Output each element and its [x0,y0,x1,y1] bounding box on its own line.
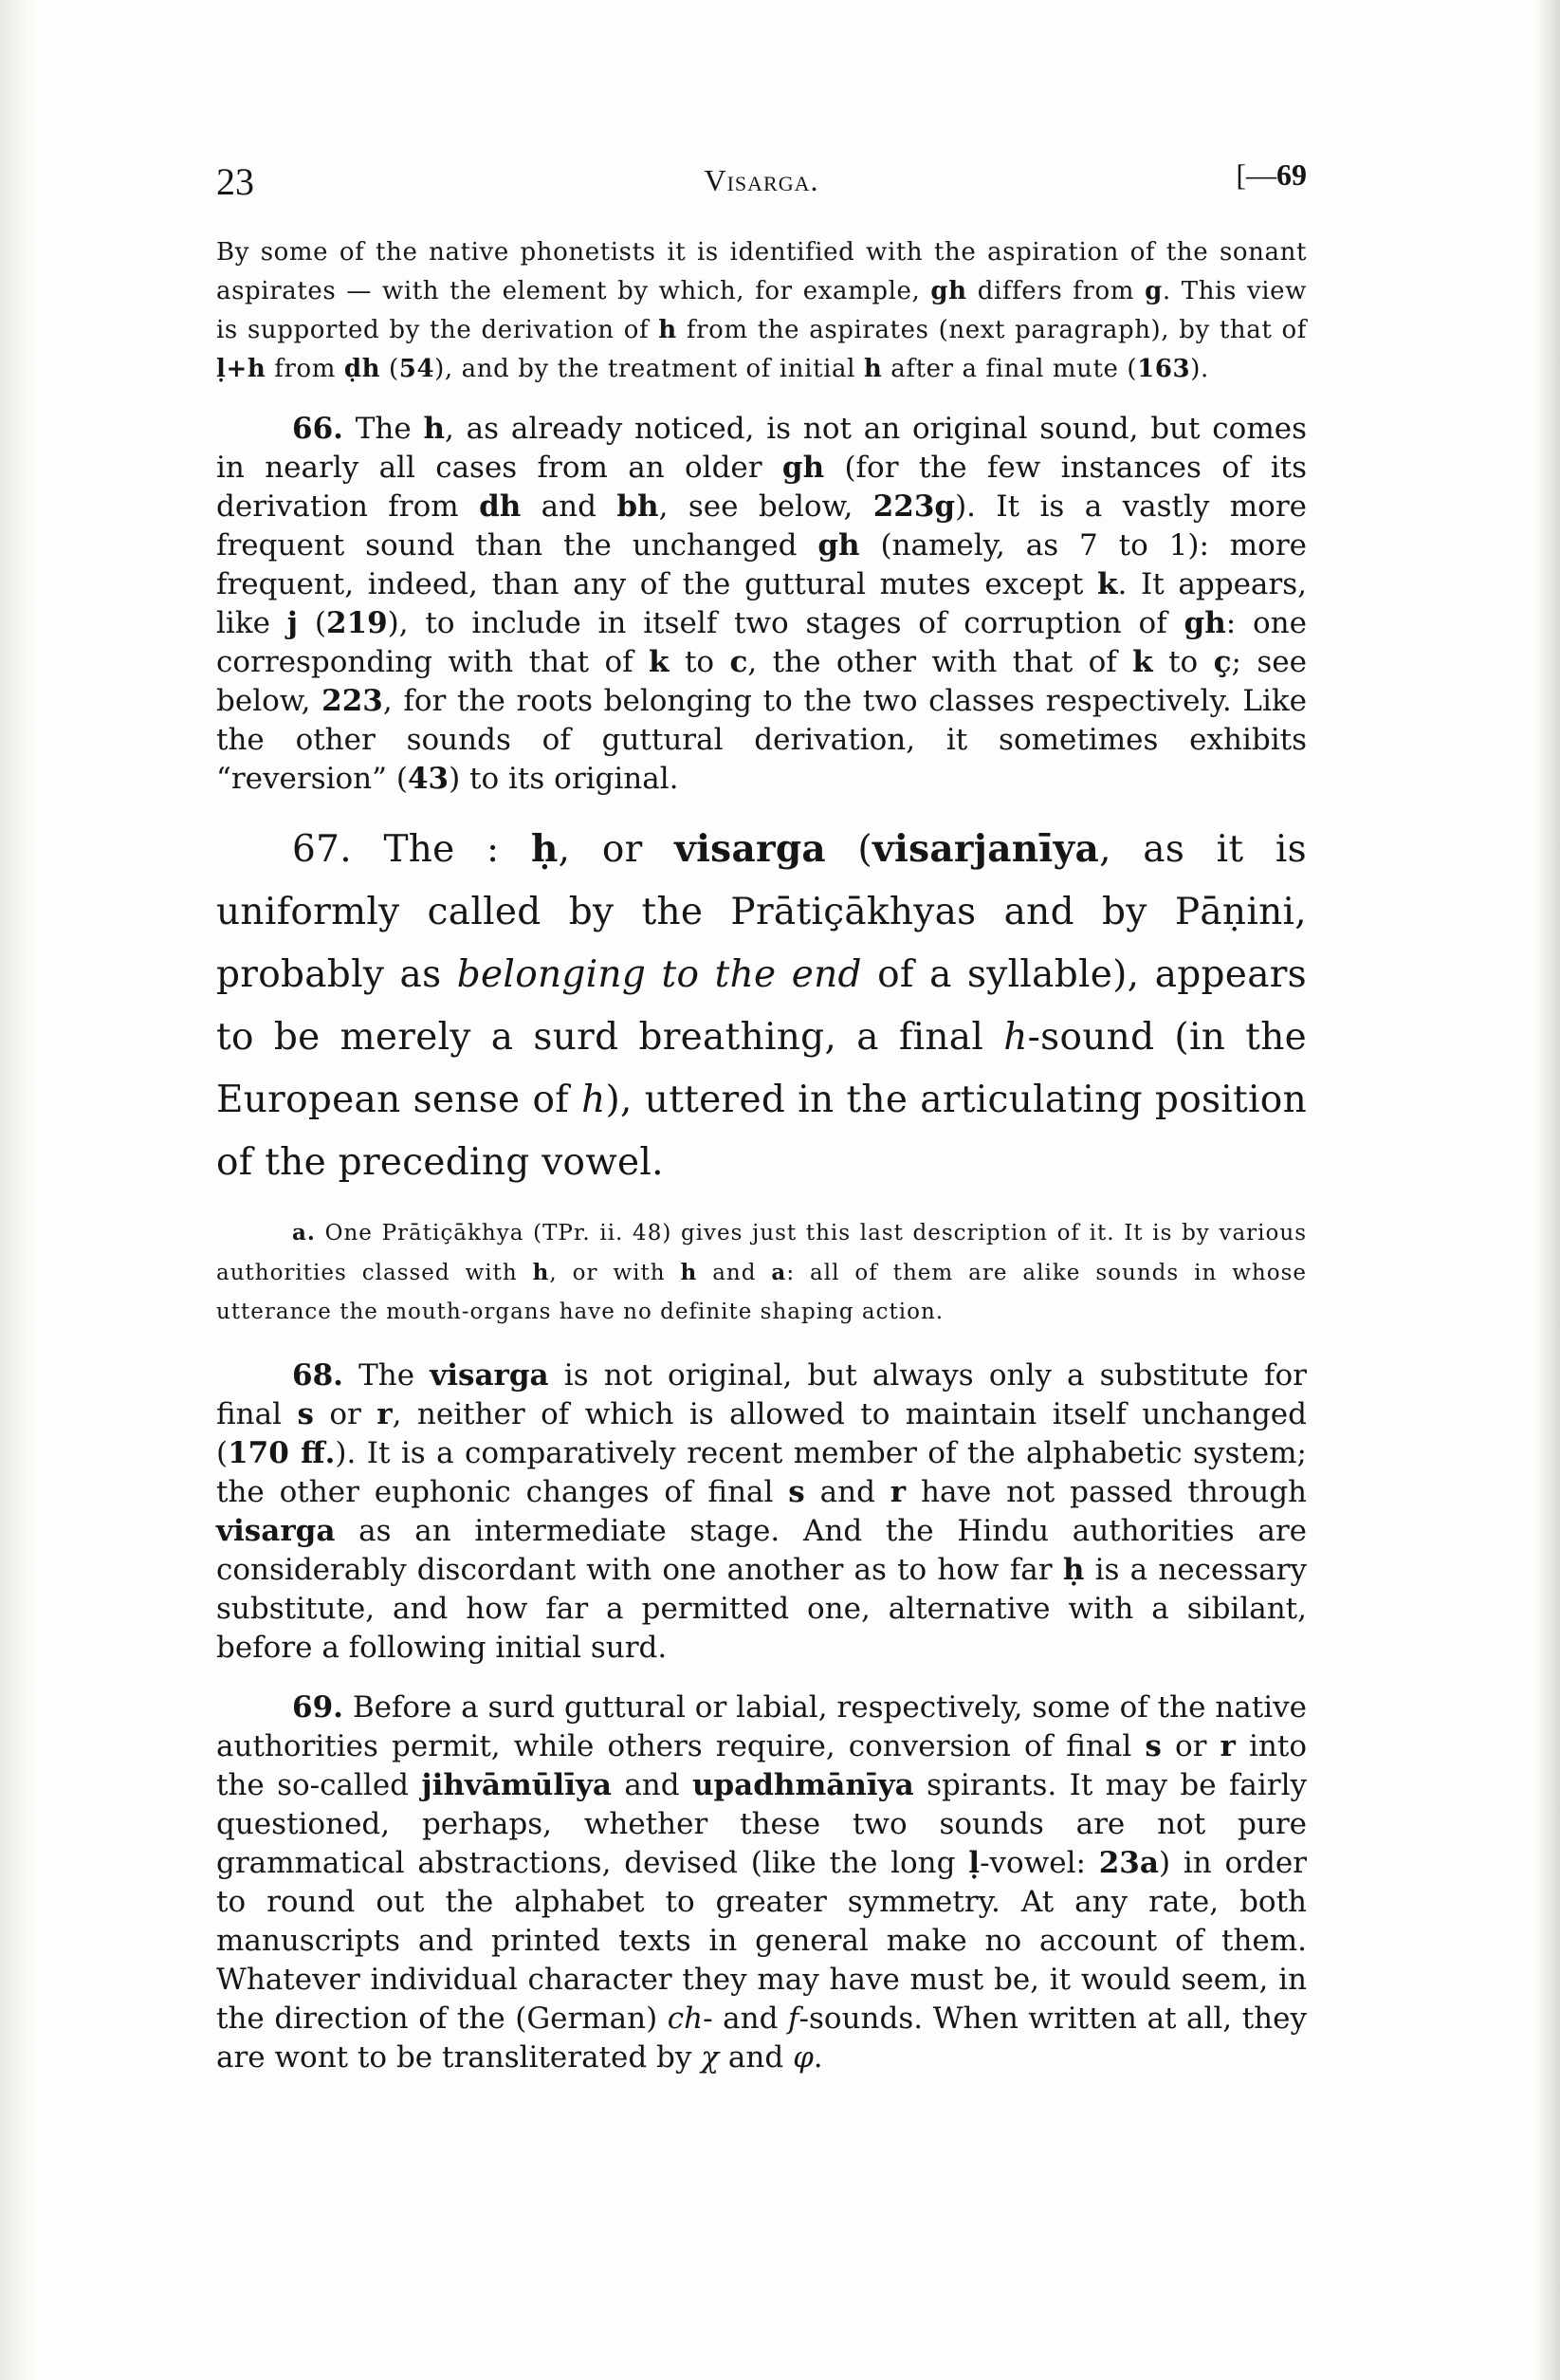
section-number-69: 69. [292,1690,343,1725]
section-number-67: 67. [292,828,352,871]
page-number: 23 [216,160,254,203]
section-number-66: 66. [292,412,343,446]
running-title: Visarga. [704,163,819,197]
paragraph-68: 68. The visarga is not original, but always only a substitute for final s or r, neither of which is allowed to maintain itself unchanged (170 ff.). It is a comparatively recent member of the alphabetic system; the other euphonic changes of final s and r have not passed through visarga as an intermediate stage. And the Hindu authorities are considerably discordant with one another as to how far ḥ is a necessary substitute, and how far a permitted one, alternative with a sibilant, before a following initial surd. [216,1358,1307,1665]
intro-paragraph: By some of the native phonetists it is identified with the aspiration of the sonant aspirates — with the element by which, for example, gh differs from g. This view is supported by the derivation of h from the aspirates (next paragraph), by that of ḷ+h from ḍh (54), and by the treatment of initial h after a final mute (163). [216,238,1307,383]
paragraph-67: 67. The : ḥ, or visarga (visarjanīya, as it is uniformly called by the Prātiçākhyas and by Pāṇini, probably as belonging to the end of a syllable), appears to be merely a surd breathing, a final h-sound (in the European sense of h), uttered in the articulating position of the preceding vowel. [216,827,1308,1184]
page-header [216,142,1307,203]
paragraph-66: 66. The h, as already noticed, is not an original sound, but comes in nearly all cases from an older gh (for the few instances of its derivation from dh and bh, see below, 223g). It is a vastly more frequent sound than the unchanged gh (namely, as 7 to 1): more frequent, indeed, than any of the guttural mutes except k. It appears, like j (219), to include in itself two stages of corruption of gh: one corresponding with that of k to c, the other with that of k to ç; see below, 223, for the roots belonging to the two classes respectively. Like the other sounds of guttural derivation, it sometimes exhibits “reversion” (43) to its original. [216,412,1307,796]
note-a: a. One Prātiçākhya (TPr. ii. 48) gives just this last description of it. It is by various authorities classed with h, or with h and a: all of them are alike sounds in whose utterance the mouth-organs have no definite shaping action. [216,1220,1308,1324]
paragraph-69: 69. Before a surd guttural or labial, respectively, some of the native authorities permit, while others require, conversion of final s or r into the so-called jihvāmūlīya and upadhmānīya spirants. It may be fairly questioned, perhaps, whether these two sounds are not pure grammatical abstractions, devised (like the long ḷ-vowel: 23a) in order to round out the alphabet to greater symmetry. At any rate, both manuscripts and printed texts in general make no account of them. Whatever individual character they may have must be, it would seem, in the direction of the (German) ch- and f-sounds. When written at all, they are wont to be transliterated by χ and φ. [216,1690,1308,2075]
page [216,142,1307,2077]
scan-edge-left [0,0,38,2380]
section-number-68: 68. [292,1358,343,1393]
section-range-prefix: [— [1236,157,1276,192]
note-a-label: a. [292,1220,316,1245]
scan-edge-right [1535,0,1560,2380]
section-range-number: 69 [1276,157,1307,192]
section-range [1236,157,1307,193]
